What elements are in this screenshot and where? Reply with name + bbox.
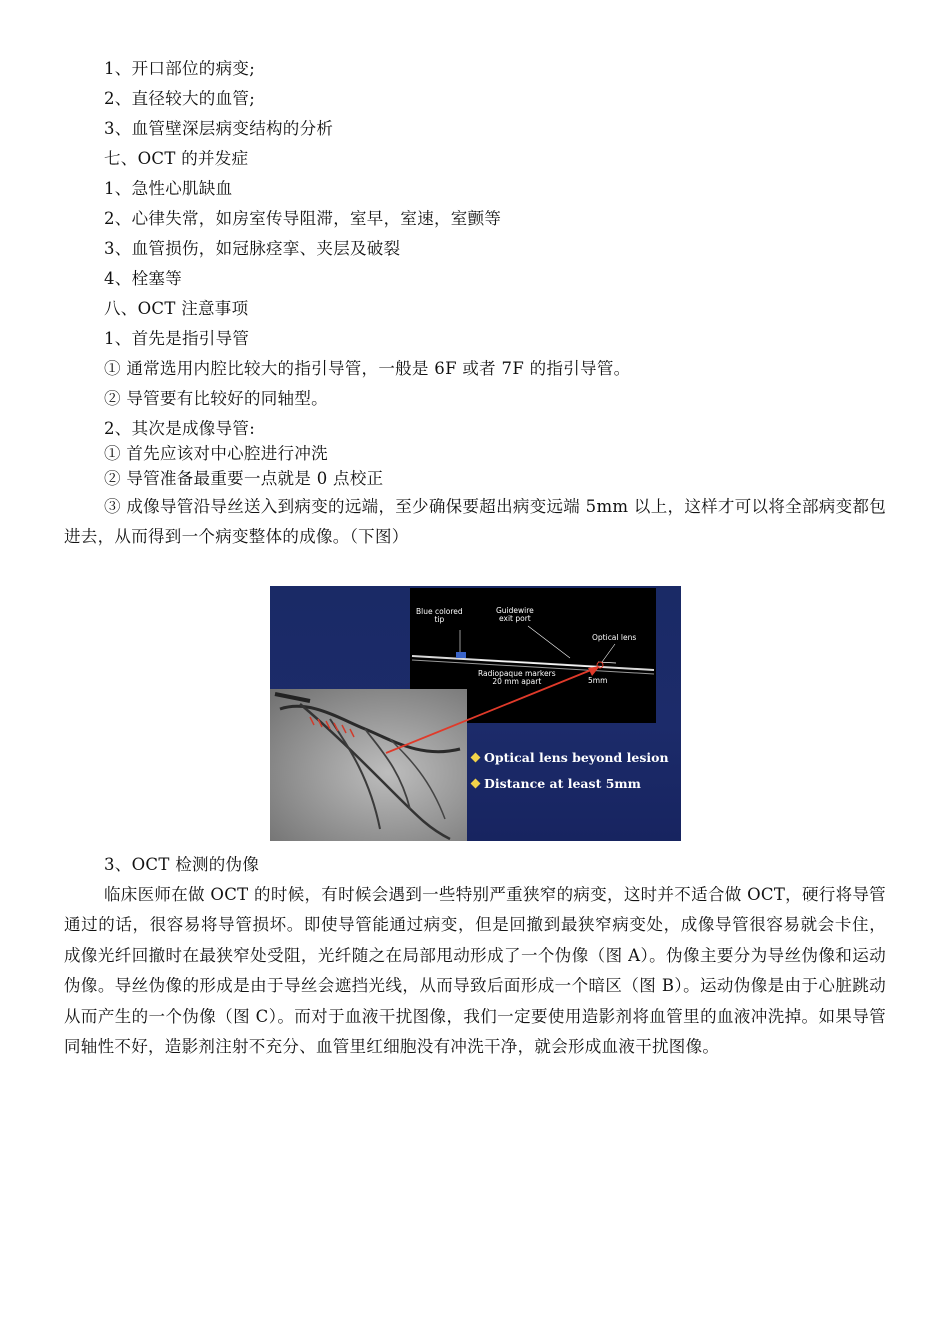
label-optical-lens: Optical lens xyxy=(592,633,637,642)
list-item-arrhythmia: 2、心律失常，如房室传导阻滞，室早，室速，室颤等 xyxy=(104,209,502,228)
list-item-embolism: 4、栓塞等 xyxy=(104,269,182,288)
paragraph-artifacts: 临床医师在做 OCT 的时候，有时候会遇到一些特别严重狭窄的病变，这时并不适合做 OCT，硬行将导管通过的话，很容易将导管损坏。即使导管能通过病变，但是回撤到最狭窄病变处，成像导管很容易就会卡住，成像光纤回撤时在最狭窄处受阻，光纤随之在局部甩动形成了一个伪像（图 A）。伪像主要分为导丝伪像和运动伪像。导丝伪像的形成是由于导丝会遮挡光线，从而导致后面形成一个暗区（图 B）。运动伪像是由于心脏跳动从而产生的一个伪像（图 C）。而对于血液干扰图像，我们一定要使用造影剂将血管里的血液冲洗掉。如果导管同轴性不好，造影剂注射不充分、血管里红细胞没有冲洗干净，就会形成血液干扰图像。 xyxy=(64,885,886,1057)
catheter-lines xyxy=(270,586,681,841)
diamond-bullet-icon xyxy=(471,753,481,763)
diamond-bullet-icon xyxy=(471,779,481,789)
list-item-deep-wall: 3、血管壁深层病变结构的分析 xyxy=(104,119,334,138)
list-item-imaging-catheter: 2、其次是成像导管: xyxy=(104,419,256,438)
label-5mm: 5mm xyxy=(588,676,608,685)
section-heading-complications: 七、OCT 的并发症 xyxy=(104,149,249,168)
bullet-optical-lens: Optical lens beyond lesion xyxy=(472,750,669,765)
list-item-vessel-injury: 3、血管损伤，如冠脉痉挛、夹层及破裂 xyxy=(104,239,401,258)
bullet-distance: Distance at least 5mm xyxy=(472,776,641,791)
label-radiopaque-markers: Radiopaque markers 20 mm apart xyxy=(478,669,556,686)
list-item-zero-calibration: ② 导管准备最重要一点就是 0 点校正 xyxy=(104,469,384,488)
list-item-lumen-size: ① 通常选用内腔比较大的指引导管，一般是 6F 或者 7F 的指引导管。 xyxy=(104,359,631,378)
oct-catheter-figure xyxy=(270,586,681,841)
list-item-guide-catheter: 1、首先是指引导管 xyxy=(104,329,250,348)
label-guidewire-exit: Guidewire exit port xyxy=(496,606,534,623)
list-item-large-vessel: 2、直径较大的血管; xyxy=(104,89,256,108)
paragraph-advance-catheter: ③ 成像导管沿导丝送入到病变的远端，至少确保要超出病变远端 5mm 以上，这样才可以将全部病变都包进去，从而得到一个病变整体的成像。（下图） xyxy=(64,497,886,547)
section-heading-artifacts: 3、OCT 检测的伪像 xyxy=(104,855,260,874)
list-item-coaxial: ② 导管要有比较好的同轴型。 xyxy=(104,389,328,408)
label-blue-tip: Blue colored tip xyxy=(416,607,463,624)
list-item-flush: ① 首先应该对中心腔进行冲洗 xyxy=(104,444,328,463)
section-heading-precautions: 八、OCT 注意事项 xyxy=(104,299,249,318)
list-item-opening-lesion: 1、开口部位的病变; xyxy=(104,59,256,78)
list-item-ischemia: 1、急性心肌缺血 xyxy=(104,179,233,198)
